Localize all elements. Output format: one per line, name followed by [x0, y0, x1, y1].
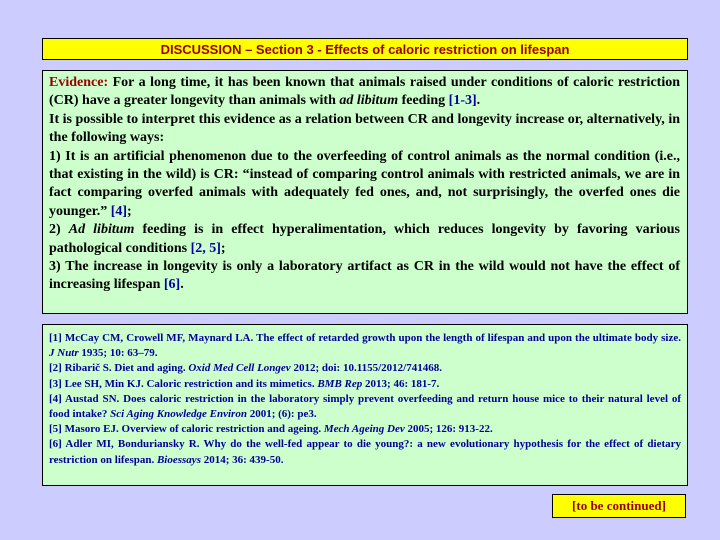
reference-item: [6] Adler MI, Bonduriansky R. Why do the well-fed appear to die young?: a new evolutionary hypothesis for the effect of dietary restriction on lifespan. Bioessays 2014; 36: 439-50. — [49, 438, 681, 466]
citation: [4] — [110, 203, 128, 219]
slide-title: DISCUSSION – Section 3 - Effects of caloric restriction on lifespan — [42, 38, 688, 60]
reference-item: [2] Ribarič S. Diet and aging. Oxid Med Cell Longev 2012; doi: 10.1155/2012/741468. — [49, 362, 442, 375]
evidence-point-1: 1) It is an artificial phenomenon due to the overfeeding of control animals as the normal condition (i.e., that existing in the wild) is CR: “instead of comparing control animals with restricted animals, we are in fact comparing overfed animals with adequately fed ones, and, not surprisingly, the overfed ones die younger.” [4]; — [49, 148, 680, 219]
evidence-paragraph-2: It is possible to interpret this evidence as a relation between CR and longevity increase or, alternatively, in the following ways: — [49, 111, 680, 146]
reference-item: [4] Austad SN. Does caloric restriction in the laboratory simply prevent overfeeding and return house mice to their natural level of food intake? Sci Aging Knowledge Environ 2001; (6): pe3. — [49, 392, 681, 421]
to-be-continued-label: [to be continued] — [552, 494, 686, 518]
citation: [6] — [163, 277, 181, 293]
reference-item: [5] Masoro EJ. Overview of caloric restriction and ageing. Mech Ageing Dev 2005; 126: 913-22. — [49, 423, 493, 436]
citation: [2, 5] — [190, 240, 221, 256]
reference-item: [3] Lee SH, Min KJ. Caloric restriction and its mimetics. BMB Rep 2013; 46: 181-7. — [49, 377, 440, 390]
evidence-label: Evidence: — [49, 75, 109, 90]
evidence-point-2: 2) Ad libitum feeding is in effect hyperalimentation, which reduces longevity by favoring various pathological conditions [2, 5]; — [49, 222, 680, 256]
citation: [1-3] — [448, 93, 477, 109]
references-box — [42, 324, 688, 486]
evidence-point-3: 3) The increase in longevity is only a laboratory artifact as CR in the wild would not have the effect of increasing lifespan [6]. — [49, 259, 680, 293]
reference-item: [1] McCay CM, Crowell MF, Maynard LA. The effect of retarded growth upon the length of lifespan and upon the ultimate body size. J Nutr 1935; 10: 63–79. — [49, 332, 681, 360]
evidence-box — [42, 70, 688, 314]
evidence-paragraph-1: Evidence: For a long time, it has been known that animals raised under conditions of caloric restriction (CR) have a greater longevity than animals with ad libitum feeding [1-3]. — [49, 75, 680, 109]
